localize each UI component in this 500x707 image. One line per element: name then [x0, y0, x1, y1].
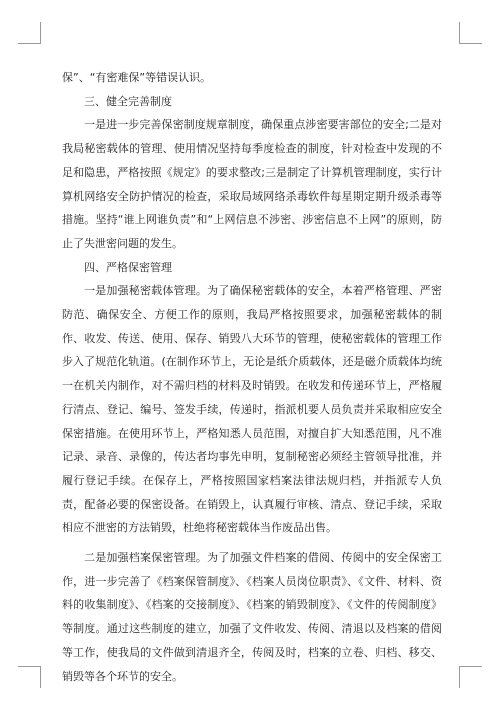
- crop-mark-bottom-left-v: [40, 666, 41, 688]
- document-body: [62, 66, 442, 688]
- crop-mark-top-right-v: [459, 22, 460, 44]
- crop-mark-bottom-right-h: [460, 666, 482, 667]
- section-heading: 三、健全完善制度: [84, 94, 172, 108]
- crop-mark-bottom-left-h: [18, 666, 40, 667]
- crop-mark-top-right-h: [460, 43, 482, 44]
- crop-mark-top-left-v: [40, 22, 41, 44]
- crop-mark-bottom-right-v: [459, 666, 460, 688]
- body-paragraph: 一是加强秘密载体管理。为了确保秘密载体的安全，本着严格管理、严密防范、确保安全、方便工作的原则，我局严格按照要求，加强秘密载体的制作、收发、传送、使用、保存、销毁八大环节的管理，使秘密载体的管理工作步入了规范化轨道。(在制作环节上，无论是纸介质载体，还是磁介质载体均统一在机关内制作，对不需归档的材料及时销毁。在收发和传递环节上，严格履行清点、登记、编号、签发手续，传递时，指派机要人员负责并采取相应安全保密措施。在使用环节上，严格知悉人员范围，对擅自扩大知悉范围，凡不准记录、录音、录像的，传达者均事先申明，复制秘密必须经主管领导批准，并履行登记手续。在保存上，严格按照国家档案法律法规归档，并指派专人负责，配备必要的保密设备。在销毁上，认真履行审核、清点、登记手续，采取相应不泄密的方法销毁，杜绝将秘密载体当作废品出售。: [62, 284, 442, 535]
- crop-mark-top-left-h: [18, 43, 40, 44]
- body-paragraph: 一是进一步完善保密制度规章制度，确保重点涉密要害部位的安全;二是对我局秘密载体的管理、使用情况坚持每季度检查的制度，针对检查中发现的不足和隐患，严格按照《规定》的要求整改;三是制定了计算机管理制度，实行计算机网络安全防护情况的检查，采取局域网络杀毒软件每星期定期升级杀毒等措施。坚持“谁上网谁负责”和“上网信息不涉密、涉密信息不上网”的原则，防止了失泄密问题的发生。: [62, 118, 442, 250]
- section-heading: 四、严格保密管理: [84, 260, 172, 274]
- body-paragraph: 保”、“有密难保”等错误认识。: [62, 71, 212, 84]
- body-paragraph: 二是加强档案保密管理。为了加强文件档案的借阅、传阅中的安全保密工作，进一步完善了《档案保管制度》、《档案人员岗位职责》、《文件、材料、资料的收集制度》、《档案的交接制度》、《档案的销毁制度》、《文件的传阅制度》等制度。通过这些制度的建立，加强了文件收发、传阅、清退以及档案的借阅等工作，使我局的文件做到清退齐全，传阅及时，档案的立卷、归档、移交、销毁等各个环节的安全。: [62, 551, 442, 683]
